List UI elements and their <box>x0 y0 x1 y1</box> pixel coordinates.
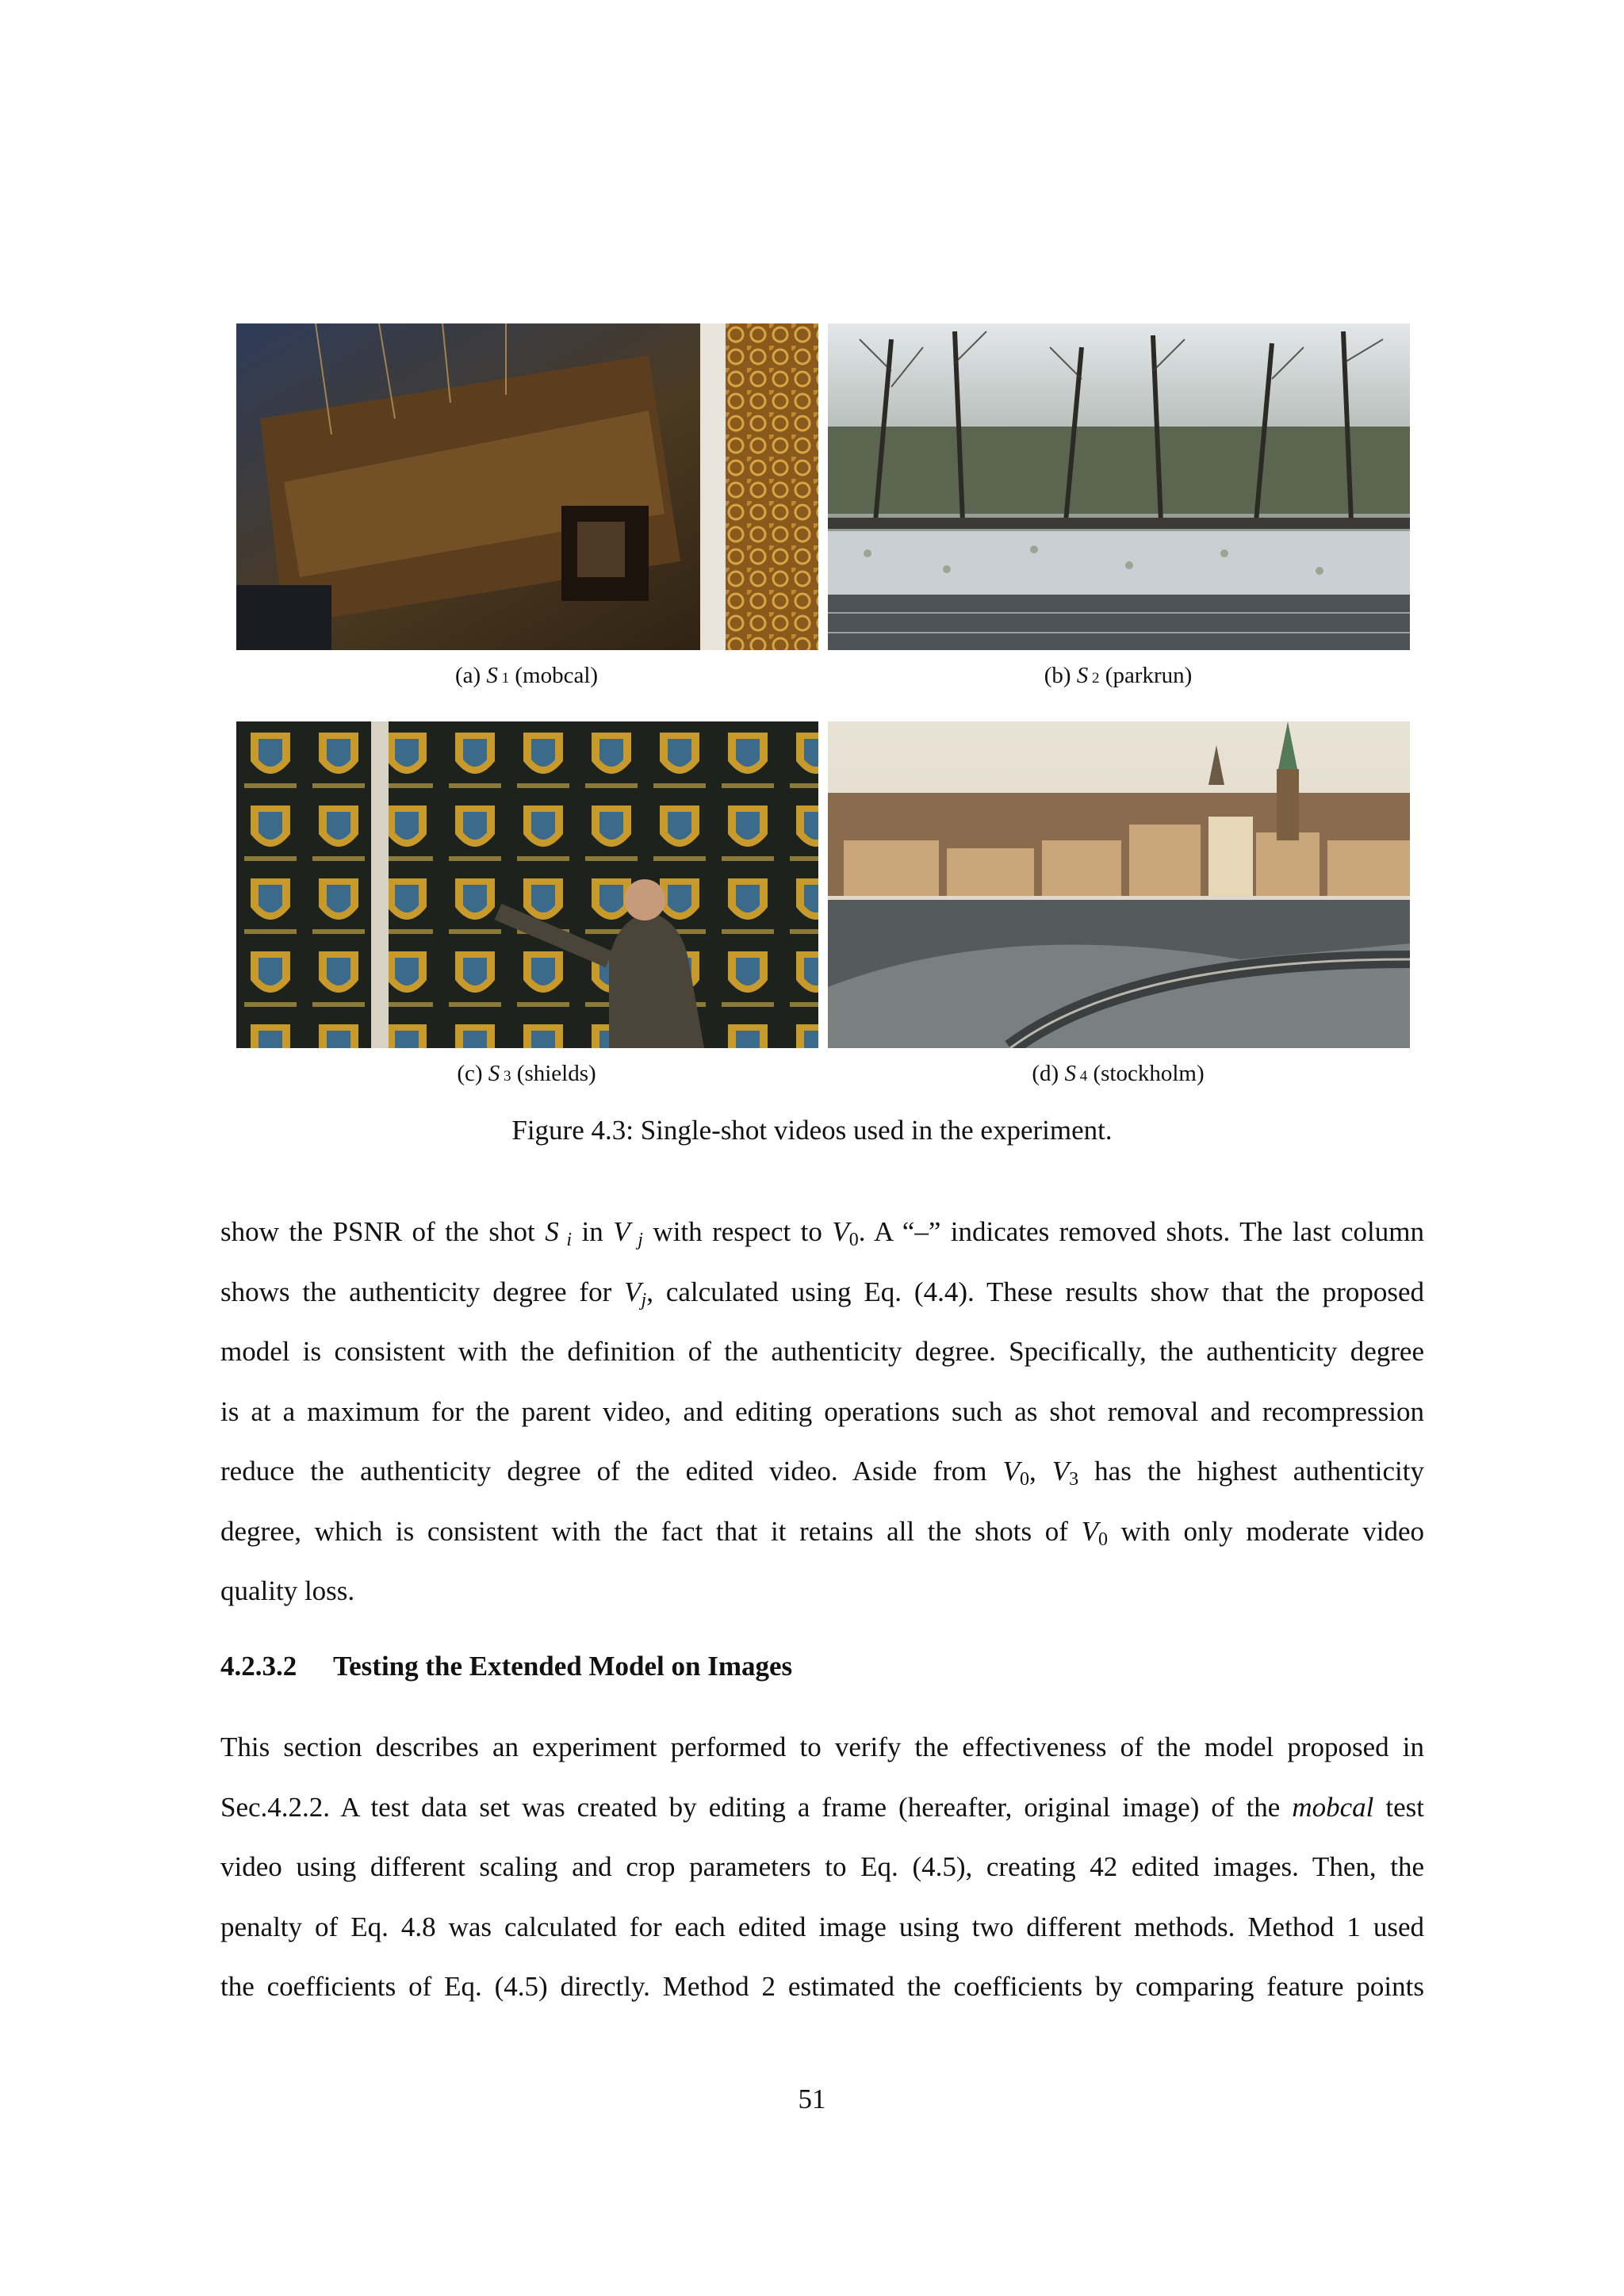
section-number: 4.2.3.2 <box>220 1651 297 1682</box>
para1-line-2: shows the authenticity degree for $V_j$, calculated using Eq. (4.4). These results show that the proposed <box>220 1276 1424 1311</box>
para1-line-5: reduce the authenticity degree of the edited video. Aside from $V_0$, $V_3$ has the highest authenticity <box>220 1456 1425 1490</box>
subcaption-a: (a) S 1 (mobcal) <box>454 663 599 688</box>
photo-shields <box>236 721 818 1048</box>
para1-line-3: model is consistent with the definition of the authenticity degree. Specifically, the authenticity degree <box>220 1336 1424 1367</box>
para1-line-6: degree, which is consistent with the fact that it retains all the shots of $V_0$ with only moderate video <box>220 1515 1425 1550</box>
paragraph-experiment <box>220 1717 1424 2017</box>
para2-line-1: This section describes an experiment performed to verify the effectiveness of the model proposed in <box>220 1732 1424 1762</box>
subcaption-b: (b) S 2 (parkrun) <box>1044 663 1193 688</box>
subcaption-d: (d) S 4 (stockholm) <box>1032 1061 1205 1086</box>
section-heading <box>220 1649 792 1684</box>
para2-line-2: Sec.4.2.2. A test data set was created by editing a frame (hereafter, original image) of the mobcal test <box>220 1791 1424 1823</box>
para1-line-1: show the PSNR of the shot S $_i$ in V $_j$ with respect to $V_0$. A “–” indicates removed shots. The last column <box>220 1216 1424 1250</box>
para2-line-5: the coefficients of Eq. (4.5) directly. Method 2 estimated the coefficients by comparing feature points <box>220 1971 1424 2002</box>
page-number: 51 <box>798 2084 826 2114</box>
paragraph-results <box>220 1202 1424 1621</box>
section-title: Testing the Extended Model on Images <box>333 1651 793 1682</box>
para2-line-3: video using different scaling and crop parameters to Eq. (4.5), creating 42 edited images. Then, the <box>220 1851 1424 1882</box>
subcaption-c: (c) S 3 (shields) <box>457 1061 596 1086</box>
para1-line-7: quality loss. <box>220 1575 355 1606</box>
photo-parkrun <box>828 323 1410 650</box>
photo-stockholm <box>828 721 1410 1048</box>
photo-mobcal <box>236 323 818 650</box>
para1-line-4: is at a maximum for the parent video, and editing operations such as shot removal and recompression <box>220 1395 1424 1427</box>
para2-line-4: penalty of Eq. 4.8 was calculated for each edited image using two different methods. Method 1 used <box>220 1911 1424 1942</box>
figure-caption: Figure 4.3: Single-shot videos used in the experiment. <box>511 1115 1113 1146</box>
